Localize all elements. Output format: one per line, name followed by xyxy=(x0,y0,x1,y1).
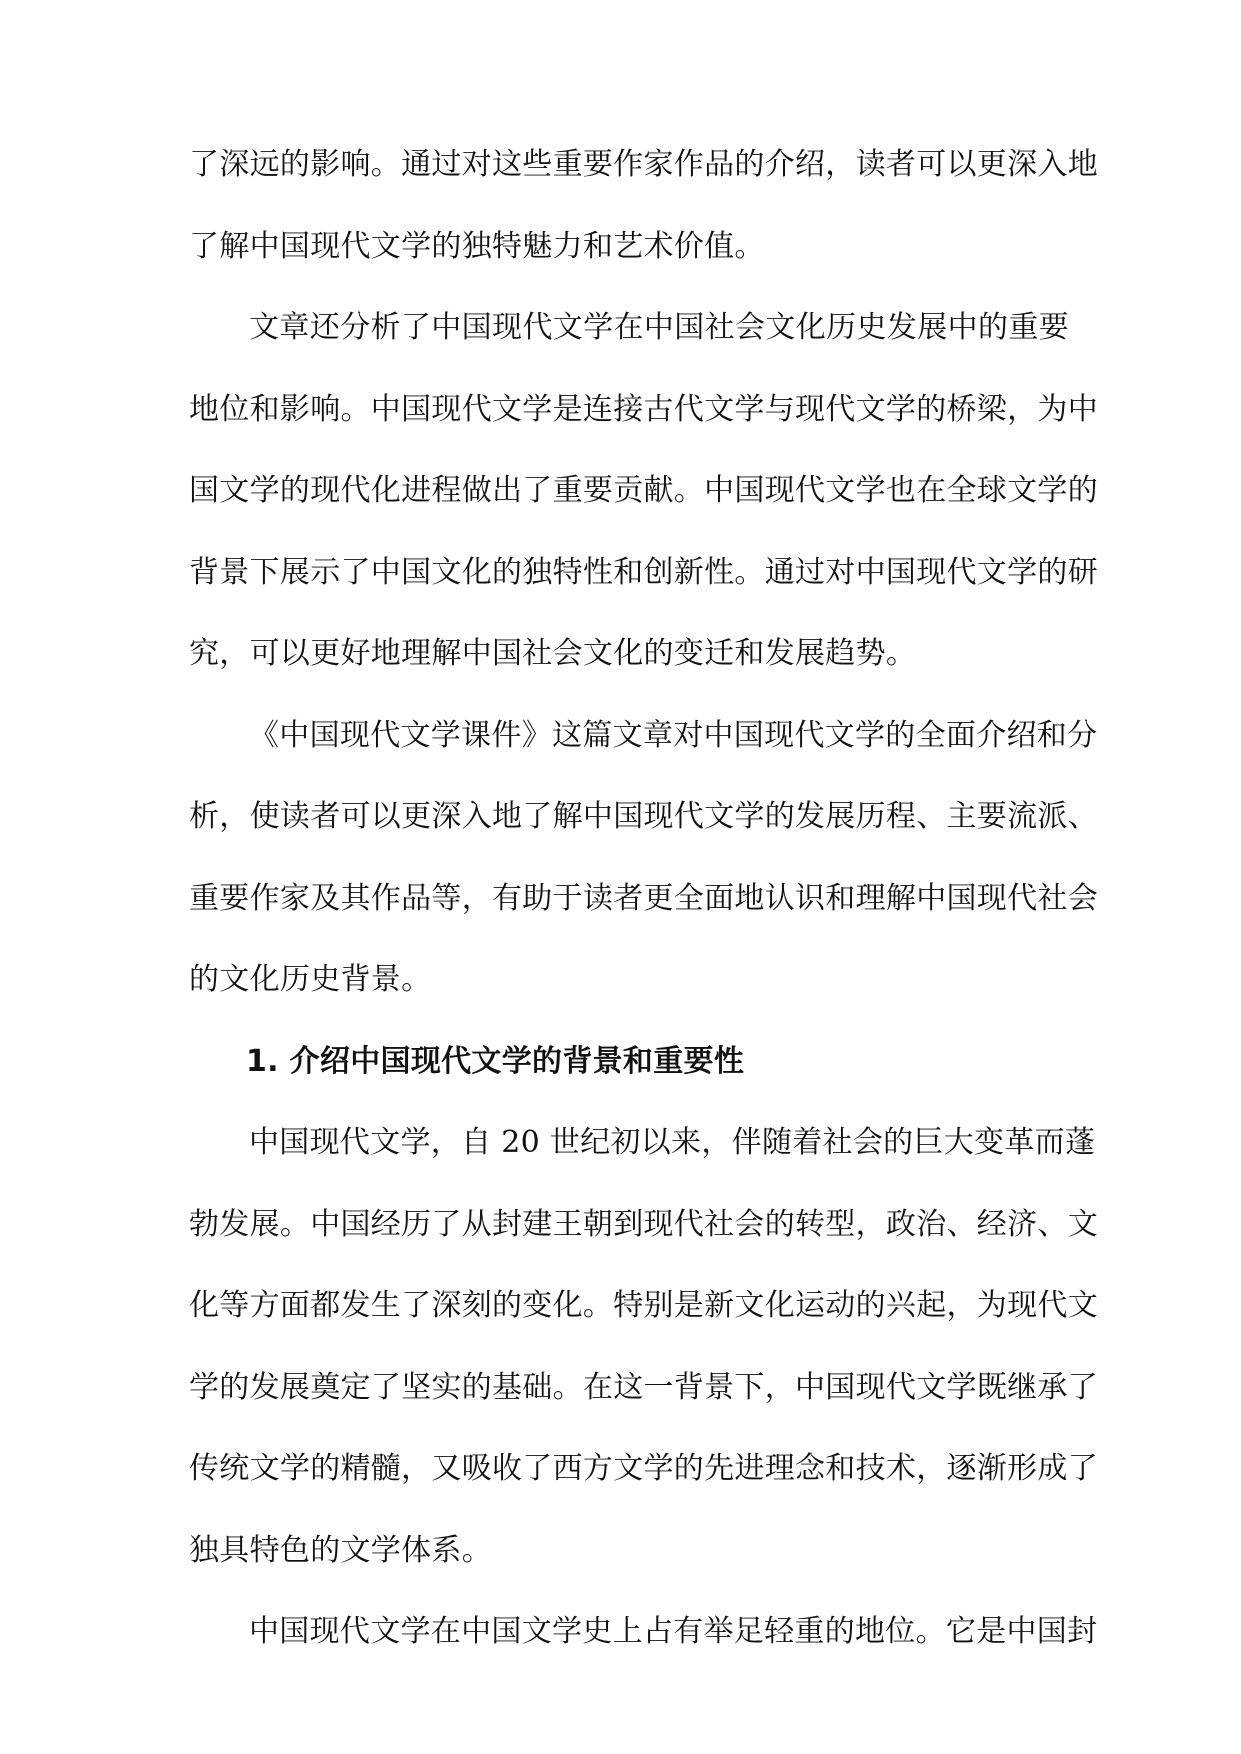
paragraph-line: 地位和影响。中国现代文学是连接古代文学与现代文学的桥梁，为中 xyxy=(189,391,1098,427)
paragraph-line: 学的发展奠定了坚实的基础。在这一背景下，中国现代文学既继承了 xyxy=(189,1369,1098,1405)
paragraph-line: 的文化历史背景。 xyxy=(189,962,432,997)
paragraph-line: 独具特色的文学体系。 xyxy=(189,1532,492,1568)
document-body xyxy=(189,147,1098,1697)
paragraph-line: 背景下展示了中国文化的独特性和创新性。通过对中国现代文学的研 xyxy=(189,554,1098,590)
paragraph-line: 究，可以更好地理解中国社会文化的变迁和发展趋势。 xyxy=(189,636,917,671)
paragraph-line: 析，使读者可以更深入地了解中国现代文学的发展历程、主要流派、 xyxy=(189,799,1098,834)
paragraph-line: 文章还分析了中国现代文学在中国社会文化历史发展中的重要 xyxy=(249,310,1069,345)
paragraph-line: 国文学的现代化进程做出了重要贡献。中国现代文学也在全球文学的 xyxy=(189,473,1098,508)
paragraph-line: 传统文学的精髓，又吸收了西方文学的先进理念和技术，逐渐形成了 xyxy=(189,1451,1098,1486)
section-heading: 1. 介绍中国现代文学的背景和重要性 xyxy=(246,1043,745,1079)
paragraph-line: 中国现代文学在中国文学史上占有举足轻重的地位。它是中国封 xyxy=(249,1614,1098,1649)
paragraph-line: 勃发展。中国经历了从封建王朝到现代社会的转型，政治、经济、文 xyxy=(189,1206,1098,1242)
paragraph-line: 重要作家及其作品等，有助于读者更全面地认识和理解中国现代社会 xyxy=(189,880,1098,916)
paragraph-line: 中国现代文学，自 20 世纪初以来，伴随着社会的巨大变革而蓬 xyxy=(249,1125,1096,1160)
paragraph-line: 化等方面都发生了深刻的变化。特别是新文化运动的兴起，为现代文 xyxy=(189,1288,1098,1323)
paragraph-line: 了深远的影响。通过对这些重要作家作品的介绍，读者可以更深入地 xyxy=(189,147,1098,182)
paragraph-line: 了解中国现代文学的独特魅力和艺术价值。 xyxy=(189,228,765,264)
paragraph-line: 《中国现代文学课件》这篇文章对中国现代文学的全面介绍和分 xyxy=(249,717,1098,753)
